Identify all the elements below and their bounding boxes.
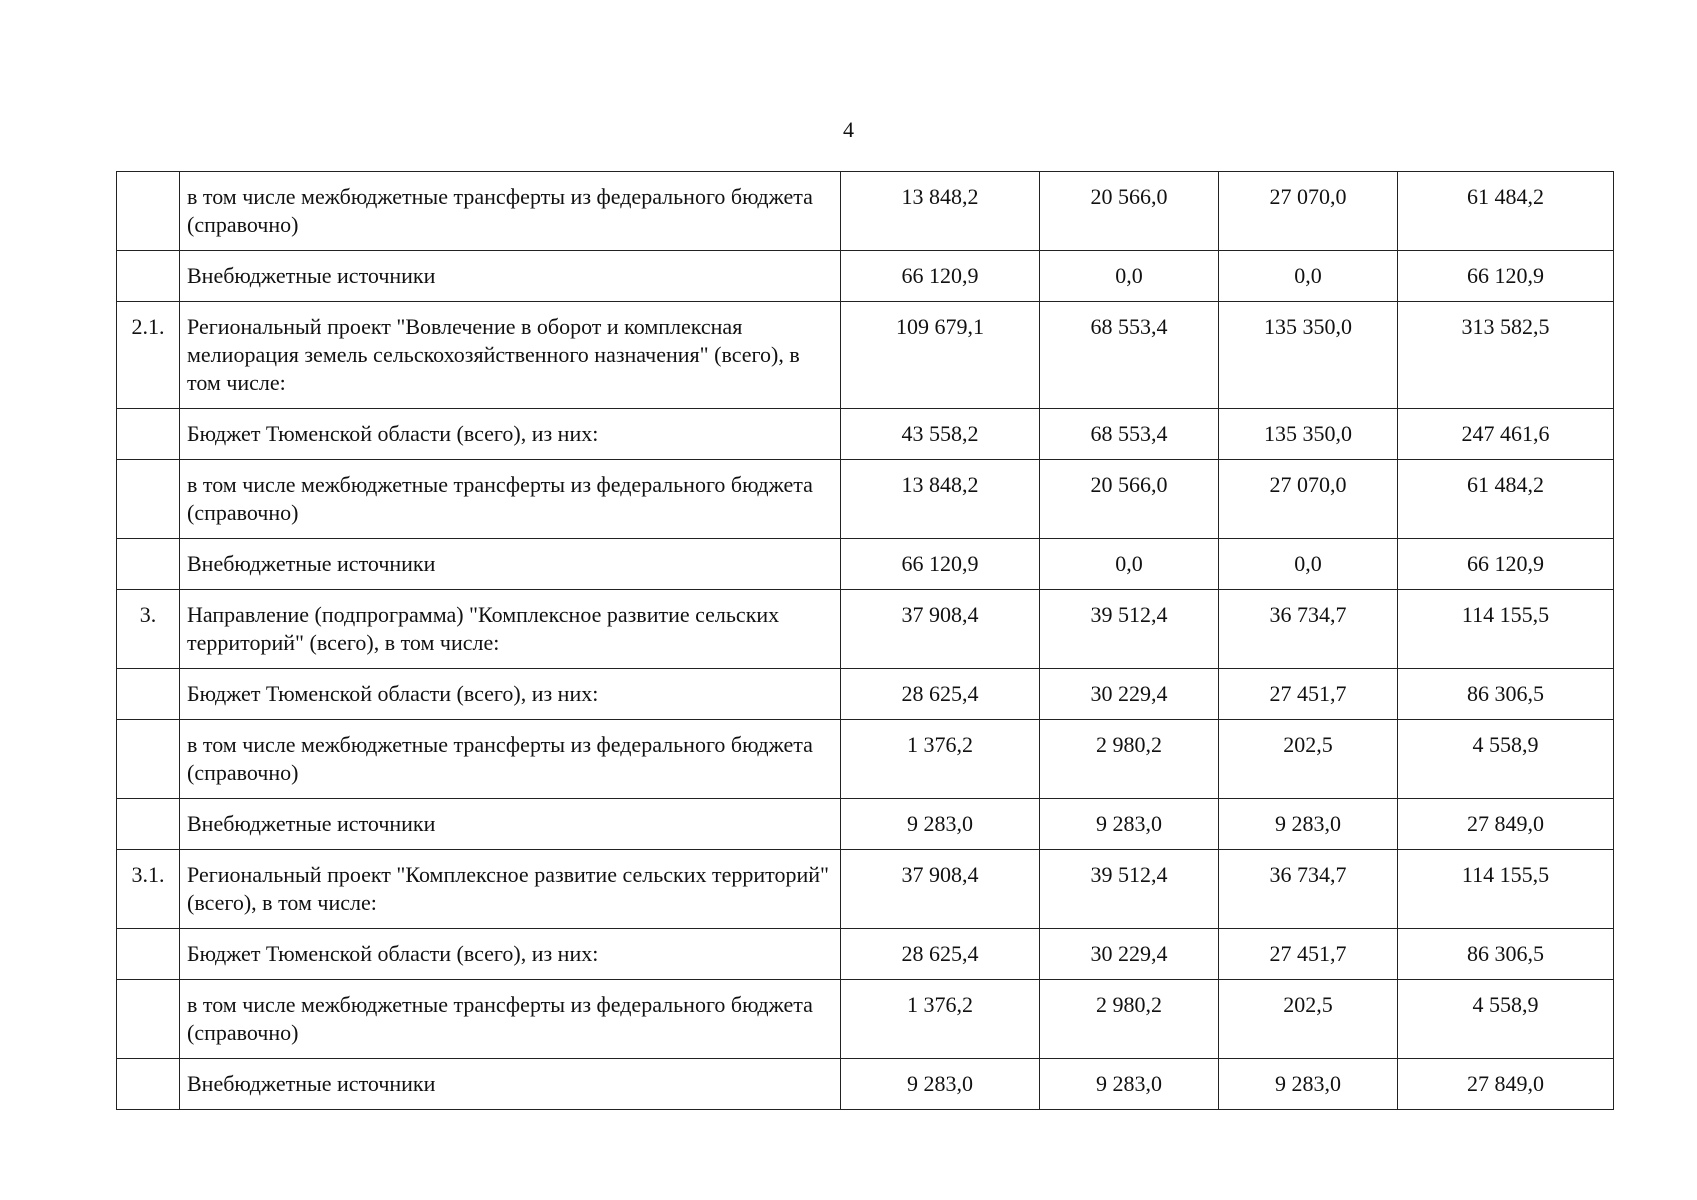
value-col-1: 109 679,1 (841, 302, 1040, 409)
row-number (117, 172, 180, 251)
table-row (117, 1059, 1614, 1110)
value-col-1: 37 908,4 (841, 850, 1040, 929)
value-col-2: 20 566,0 (1040, 172, 1219, 251)
value-col-1: 9 283,0 (841, 799, 1040, 850)
table-row (117, 850, 1614, 929)
row-number (117, 720, 180, 799)
value-col-2: 39 512,4 (1040, 590, 1219, 669)
row-description: Внебюджетные источники (180, 251, 841, 302)
row-description: Внебюджетные источники (180, 539, 841, 590)
value-total: 86 306,5 (1398, 669, 1614, 720)
value-col-2: 2 980,2 (1040, 980, 1219, 1059)
page-number: 4 (843, 117, 854, 142)
row-number (117, 460, 180, 539)
value-col-1: 13 848,2 (841, 172, 1040, 251)
value-total: 61 484,2 (1398, 460, 1614, 539)
value-col-1: 37 908,4 (841, 590, 1040, 669)
value-col-1: 28 625,4 (841, 929, 1040, 980)
value-col-3: 27 070,0 (1219, 172, 1398, 251)
value-col-1: 1 376,2 (841, 720, 1040, 799)
value-col-1: 66 120,9 (841, 539, 1040, 590)
value-col-1: 66 120,9 (841, 251, 1040, 302)
table-row (117, 720, 1614, 799)
row-description: Региональный проект "Комплексное развитие сельских территорий" (всего), в том числе: (180, 850, 841, 929)
table-row (117, 980, 1614, 1059)
row-number (117, 251, 180, 302)
row-number: 3. (117, 590, 180, 669)
value-total: 66 120,9 (1398, 251, 1614, 302)
value-col-1: 1 376,2 (841, 980, 1040, 1059)
table-row (117, 799, 1614, 850)
row-description: Направление (подпрограмма) "Комплексное развитие сельских территорий" (всего), в том числе: (180, 590, 841, 669)
row-description: в том числе межбюджетные трансферты из федерального бюджета (справочно) (180, 460, 841, 539)
value-col-3: 202,5 (1219, 980, 1398, 1059)
table-row (117, 590, 1614, 669)
row-description: Внебюджетные источники (180, 799, 841, 850)
table-row (117, 302, 1614, 409)
row-number: 3.1. (117, 850, 180, 929)
value-total: 247 461,6 (1398, 409, 1614, 460)
value-col-2: 0,0 (1040, 251, 1219, 302)
value-total: 61 484,2 (1398, 172, 1614, 251)
table-row (117, 172, 1614, 251)
value-col-1: 43 558,2 (841, 409, 1040, 460)
row-description: Бюджет Тюменской области (всего), из них: (180, 929, 841, 980)
value-col-2: 20 566,0 (1040, 460, 1219, 539)
value-col-3: 202,5 (1219, 720, 1398, 799)
table-row (117, 409, 1614, 460)
value-col-1: 13 848,2 (841, 460, 1040, 539)
budget-table (116, 171, 1614, 1110)
value-col-3: 27 451,7 (1219, 929, 1398, 980)
value-col-2: 30 229,4 (1040, 669, 1219, 720)
row-description: Внебюджетные источники (180, 1059, 841, 1110)
value-col-2: 30 229,4 (1040, 929, 1219, 980)
value-col-1: 28 625,4 (841, 669, 1040, 720)
row-number (117, 669, 180, 720)
value-col-3: 36 734,7 (1219, 590, 1398, 669)
value-total: 86 306,5 (1398, 929, 1614, 980)
table-row (117, 460, 1614, 539)
table-row (117, 669, 1614, 720)
value-col-3: 135 350,0 (1219, 409, 1398, 460)
value-total: 114 155,5 (1398, 850, 1614, 929)
value-col-2: 0,0 (1040, 539, 1219, 590)
row-description: Региональный проект "Вовлечение в оборот и комплексная мелиорация земель сельскохозяйственного назначения" (всего), в том числе: (180, 302, 841, 409)
value-col-2: 2 980,2 (1040, 720, 1219, 799)
value-col-3: 0,0 (1219, 251, 1398, 302)
value-total: 114 155,5 (1398, 590, 1614, 669)
row-number: 2.1. (117, 302, 180, 409)
value-col-1: 9 283,0 (841, 1059, 1040, 1110)
table-row (117, 929, 1614, 980)
table-row (117, 539, 1614, 590)
row-description: Бюджет Тюменской области (всего), из них: (180, 669, 841, 720)
row-description: в том числе межбюджетные трансферты из федерального бюджета (справочно) (180, 720, 841, 799)
row-number (117, 539, 180, 590)
value-col-2: 9 283,0 (1040, 799, 1219, 850)
row-number (117, 409, 180, 460)
row-description: в том числе межбюджетные трансферты из федерального бюджета (справочно) (180, 980, 841, 1059)
value-total: 4 558,9 (1398, 980, 1614, 1059)
value-total: 4 558,9 (1398, 720, 1614, 799)
value-col-3: 135 350,0 (1219, 302, 1398, 409)
value-total: 313 582,5 (1398, 302, 1614, 409)
row-number (117, 929, 180, 980)
value-total: 27 849,0 (1398, 799, 1614, 850)
value-total: 66 120,9 (1398, 539, 1614, 590)
value-col-2: 9 283,0 (1040, 1059, 1219, 1110)
row-number (117, 1059, 180, 1110)
value-col-3: 27 070,0 (1219, 460, 1398, 539)
value-col-3: 9 283,0 (1219, 799, 1398, 850)
value-col-2: 68 553,4 (1040, 409, 1219, 460)
row-description: Бюджет Тюменской области (всего), из них: (180, 409, 841, 460)
row-number (117, 980, 180, 1059)
row-description: в том числе межбюджетные трансферты из федерального бюджета (справочно) (180, 172, 841, 251)
table-row (117, 251, 1614, 302)
row-number (117, 799, 180, 850)
value-col-3: 36 734,7 (1219, 850, 1398, 929)
value-total: 27 849,0 (1398, 1059, 1614, 1110)
value-col-2: 39 512,4 (1040, 850, 1219, 929)
value-col-3: 9 283,0 (1219, 1059, 1398, 1110)
value-col-3: 27 451,7 (1219, 669, 1398, 720)
value-col-3: 0,0 (1219, 539, 1398, 590)
value-col-2: 68 553,4 (1040, 302, 1219, 409)
